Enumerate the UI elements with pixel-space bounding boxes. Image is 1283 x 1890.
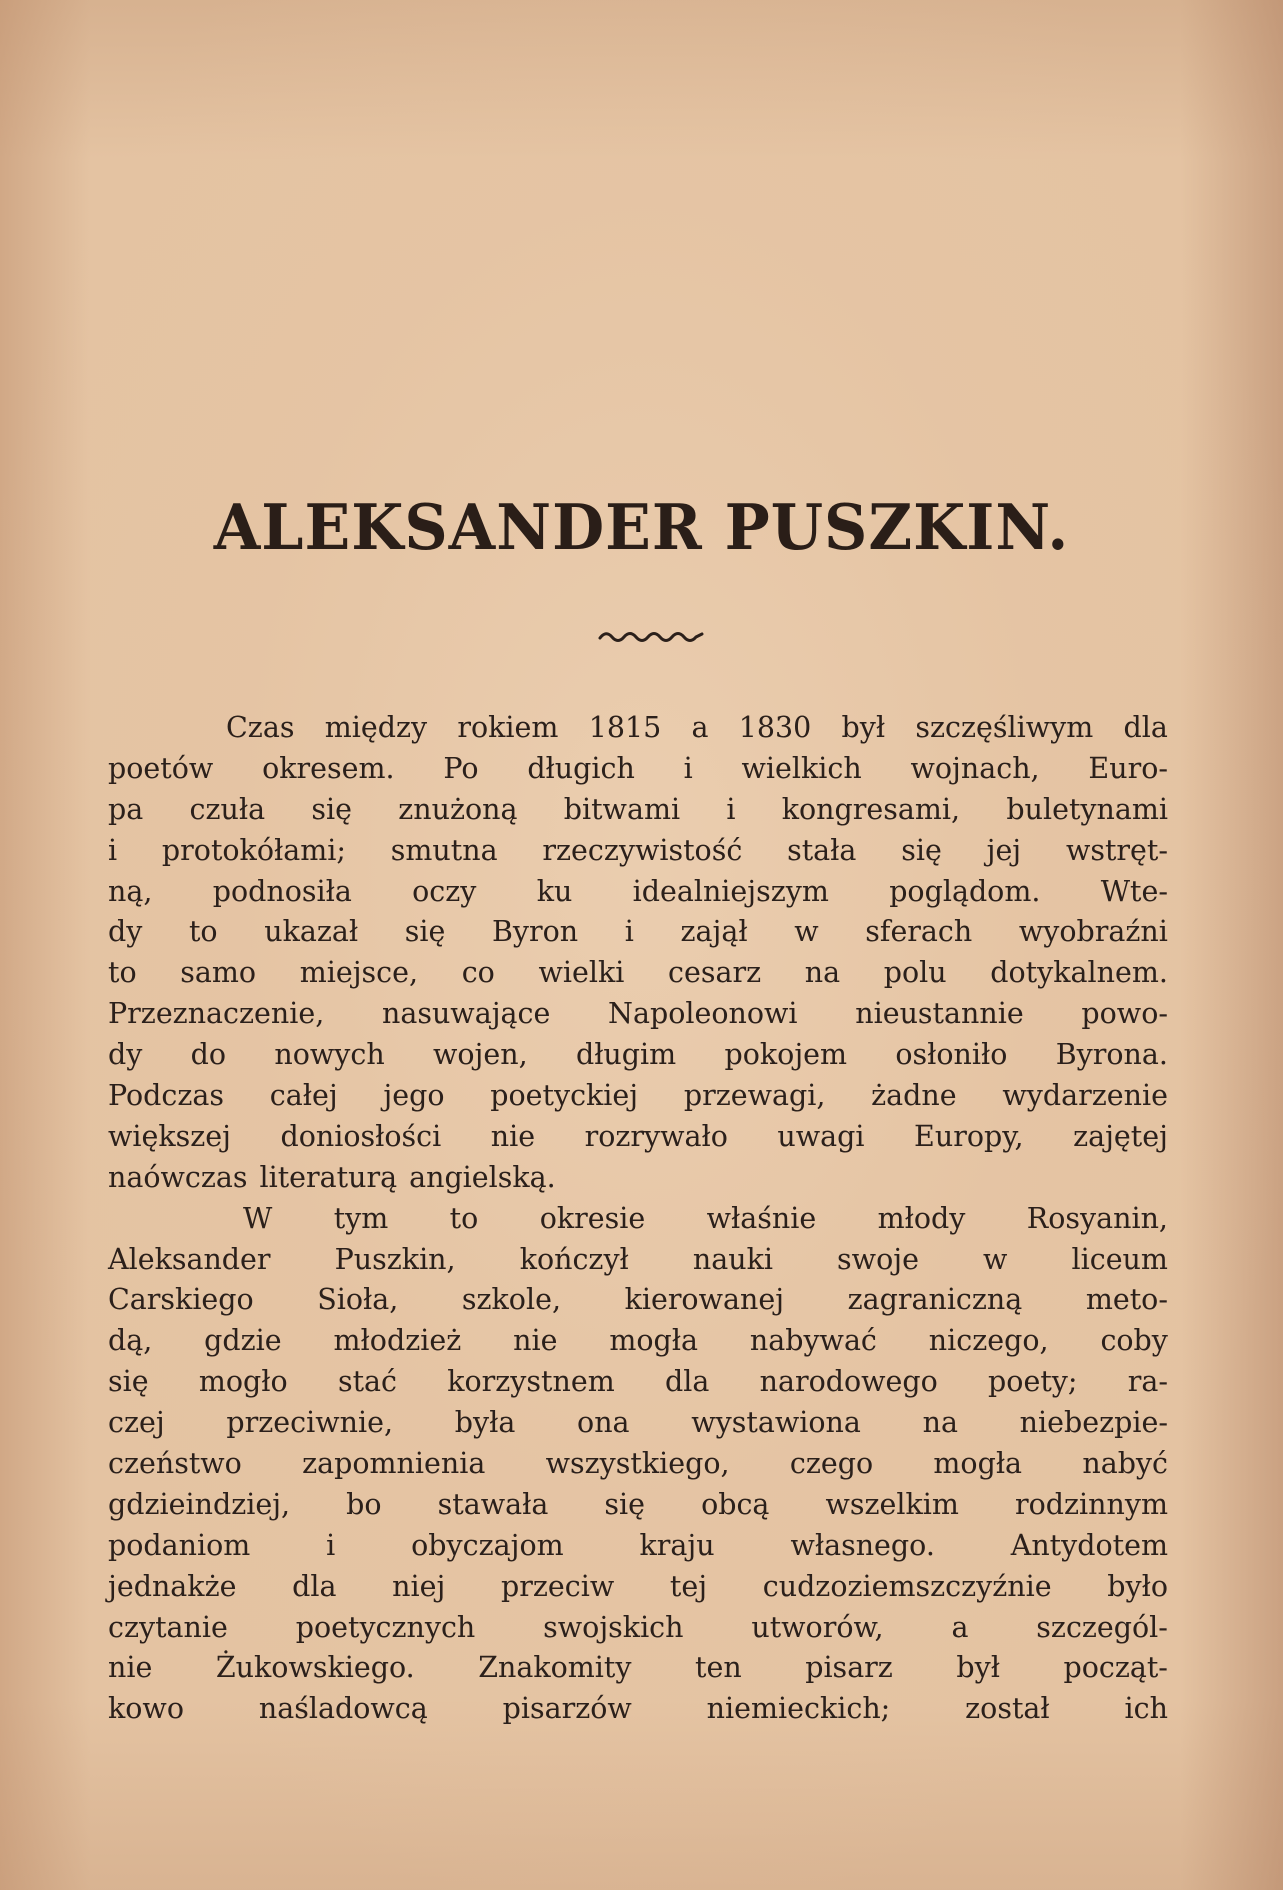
text-line: dą, gdzie młodzież nie mogła nabywać niczego, coby — [108, 1324, 1168, 1358]
text-line: W tym to okresie właśnie młody Rosyanin, — [243, 1201, 1168, 1235]
text-line: większej doniosłości nie rozrywało uwagi Europy, zajętej — [108, 1119, 1168, 1153]
text-line: Przeznaczenie, nasuwające Napoleonowi nieustannie powo- — [108, 997, 1168, 1031]
text-line: podaniom i obyczajom kraju własnego. Antydotem — [108, 1528, 1168, 1562]
text-line: jednakże dla niej przeciw tej cudzoziemszczyźnie było — [108, 1569, 1168, 1603]
chapter-title: ALEKSANDER PUSZKIN. — [213, 491, 1070, 565]
text-line: naówczas literaturą angielską. — [108, 1160, 556, 1194]
text-line: i protokółami; smutna rzeczywistość stała się jej wstręt- — [108, 833, 1168, 867]
text-line: się mogło stać korzystnem dla narodowego poety; ra- — [108, 1365, 1168, 1399]
text-line: Carskiego Sioła, szkole, kierowanej zagraniczną meto- — [108, 1283, 1168, 1317]
text-line: Podczas całej jego poetyckiej przewagi, żadne wydarzenie — [108, 1079, 1168, 1113]
text-line: Aleksander Puszkin, kończył nauki swoje w liceum — [108, 1242, 1168, 1276]
text-line: czeństwo zapomnienia wszystkiego, czego mogła nabyć — [108, 1447, 1168, 1481]
paragraph — [108, 708, 1168, 1199]
text-line: gdzieindziej, bo stawała się obcą wszelkim rodzinnym — [108, 1487, 1168, 1521]
text-line: poetów okresem. Po długich i wielkich wojnach, Euro- — [108, 751, 1168, 785]
text-line: kowo naśladowcą pisarzów niemieckich; został ich — [108, 1692, 1168, 1726]
text-line: pa czuła się znużoną bitwami i kongresami, buletynami — [108, 792, 1168, 826]
body-text — [108, 708, 1168, 1730]
text-line: ną, podnosiła oczy ku idealniejszym poglądom. Wte- — [108, 874, 1168, 908]
text-line: to samo miejsce, co wielki cesarz na polu dotykalnem. — [108, 956, 1168, 990]
text-line: nie Żukowskiego. Znakomity ten pisarz był począt- — [108, 1651, 1168, 1685]
paragraph — [108, 1199, 1168, 1731]
text-line: dy do nowych wojen, długim pokojem osłoniło Byrona. — [108, 1038, 1168, 1072]
text-line: dy to ukazał się Byron i zajął w sferach wyobraźni — [108, 915, 1168, 949]
text-line: Czas między rokiem 1815 a 1830 był szczęśliwym dla — [226, 711, 1168, 744]
text-line: czytanie poetycznych swojskich utworów, a szczegól- — [108, 1610, 1168, 1644]
tilde-ornament — [598, 628, 704, 644]
text-line: czej przeciwnie, była ona wystawiona na niebezpie- — [108, 1406, 1168, 1440]
